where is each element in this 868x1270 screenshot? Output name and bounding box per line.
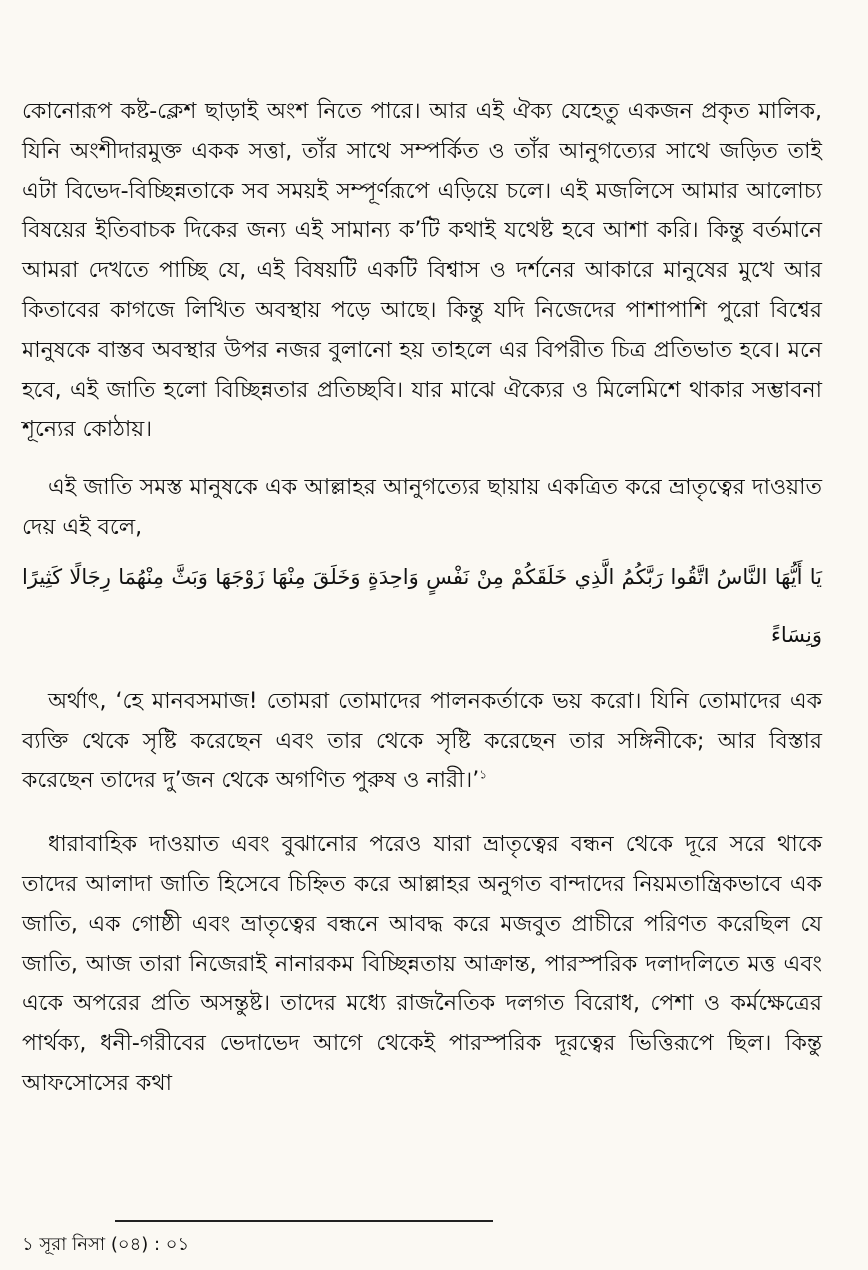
footnote-divider: [115, 1220, 493, 1222]
footnote-marker: ১: [479, 768, 488, 783]
paragraph-1: কোনোরূপ কষ্ট-ক্লেশ ছাড়াই অংশ নিতে পারে। আর এই ঐক্য যেহেতু একজন প্রকৃত মালিক, যিনি অংশীদারমুক্ত একক সত্তা, তাঁর সাথে সম্পর্কিত ও তাঁর আনুগত্যের সাথে জড়িত তাই এটা বিভেদ-বিচ্ছিন্নতাকে সব সময়ই সম্পূর্ণরূপে এড়িয়ে চলে। এই মজলিসে আমার আলোচ্য বিষয়ের ইতিবাচক দিকের জন্য এই সামান্য ক’টি কথাই যথেষ্ট হবে আশা করি। কিন্তু বর্তমানে আমরা দেখতে পাচ্ছি যে, এই বিষয়টি একটি বিশ্বাস ও দর্শনের আকারে মানুষের মুখে আর কিতাবের কাগজে লিখিত অবস্থায় পড়ে আছে। কিন্তু যদি নিজেদের পাশাপাশি পুরো বিশ্বের মানুষকে বাস্তব অবস্থার উপর নজর বুলানো হয় তাহলে এর বিপরীত চিত্র প্রতিভাত হবে। মনে হবে, এই জাতি হলো বিচ্ছিন্নতার প্রতিচ্ছবি। যার মাঝে ঐক্যের ও মিলেমিশে থাকার সম্ভাবনা শূন্যের কোঠায়।: [22, 99, 822, 443]
footnote: ১ সূরা নিসা (০৪) : ০১: [22, 1234, 190, 1255]
arabic-verse: يَا أَيُّهَا النَّاسُ اتَّقُوا رَبَّكُمُ الَّذِي خَلَقَكُمْ مِنْ نَفْسٍ وَاحِدَةٍ وَخَلَقَ مِنْهَا زَوْجَهَا وَبَثَّ مِنْهُمَا رِجَالًا كَثِيرًا وَنِسَاءً: [22, 564, 822, 647]
translation-text: অর্থাৎ, ‘হে মানবসমাজ! তোমরা তোমাদের পালনকর্তাকে ভয় করো। যিনি তোমাদের এক ব্যক্তি থেকে সৃষ্টি করেছেন এবং তার থেকে সৃষ্টি করেছেন তার সঙ্গিনীকে; আর বিস্তার করেছেন তাদের দু’জন থেকে অগণিত পুরুষ ও নারী।’: [22, 688, 822, 794]
paragraph-translation: [22, 682, 822, 801]
paragraph-4: ধারাবাহিক দাওয়াত এবং বুঝানোর পরেও যারা ভ্রাতৃত্বের বন্ধন থেকে দূরে সরে থাকে তাদের আলাদা জাতি হিসেবে চিহ্নিত করে আল্লাহর অনুগত বান্দাদের নিয়মতান্ত্রিকভাবে এক জাতি, এক গোষ্ঠী এবং ভ্রাতৃত্বের বন্ধনে আবদ্ধ করে মজবুত প্রাচীরে পরিণত করেছিল যে জাতি, আজ তারা নিজেরাই নানারকম বিচ্ছিন্নতায় আক্রান্ত, পারস্পরিক দলাদলিতে মত্ত এবং একে অপরের প্রতি অসন্তুষ্ট। তাদের মধ্যে রাজনৈতিক দলগত বিরোধ, পেশা ও কর্মক্ষেত্রের পার্থক্য, ধনী-গরীবের ভেদাভেদ আগে থেকেই পারস্পরিক দূরত্বের ভিত্তিরূপে ছিল। কিন্তু আফসোসের কথা: [22, 832, 822, 1096]
body-text: [22, 92, 822, 1104]
paragraph-2: এই জাতি সমস্ত মানুষকে এক আল্লাহর আনুগত্যের ছায়ায় একত্রিত করে ভ্রাতৃত্বের দাওয়াত দেয় এই বলে,: [22, 475, 822, 540]
